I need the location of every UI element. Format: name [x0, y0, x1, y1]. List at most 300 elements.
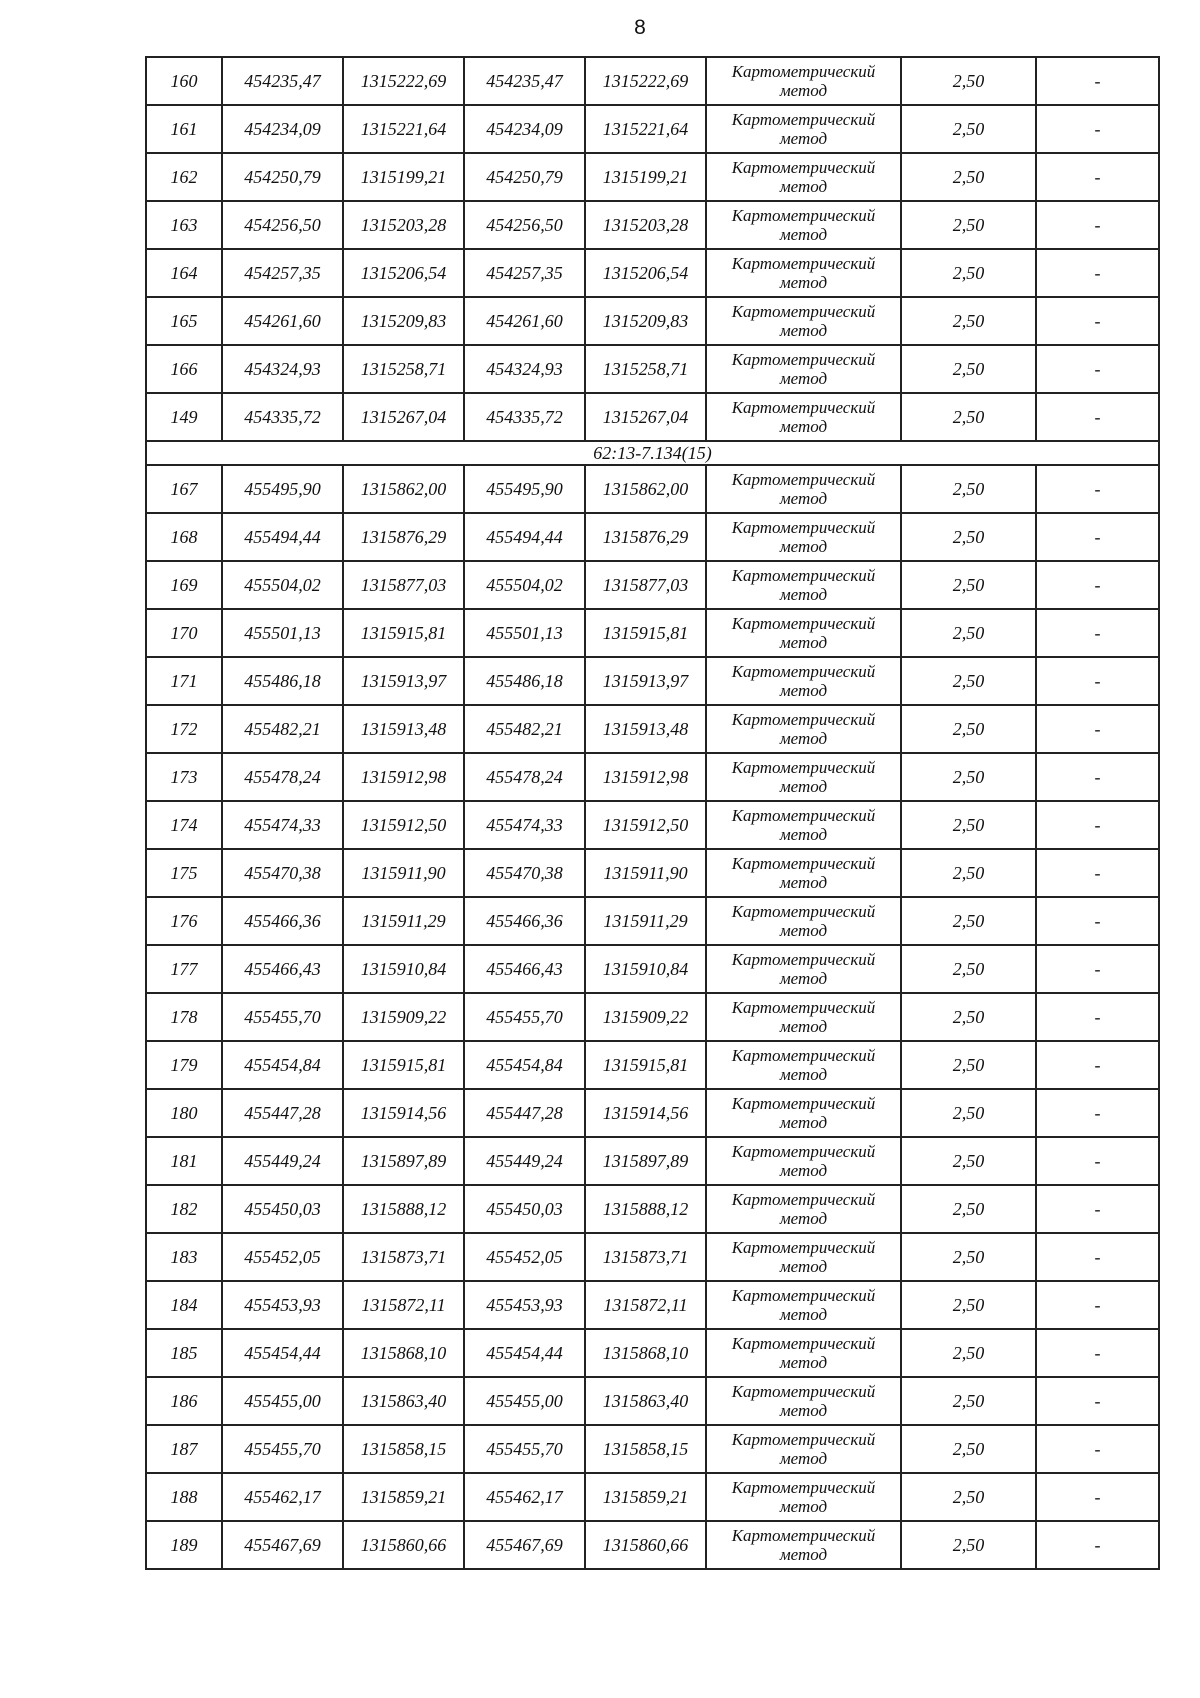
- refined-y-cell: 1315914,56: [585, 1089, 706, 1137]
- point-number-cell: 168: [146, 513, 222, 561]
- method-cell: [706, 1137, 901, 1185]
- existing-y-cell: 1315258,71: [343, 345, 464, 393]
- note-cell: -: [1036, 1281, 1159, 1329]
- refined-x-cell: 454261,60: [464, 297, 585, 345]
- table-row: [146, 297, 1159, 345]
- refined-x-cell: 455455,70: [464, 993, 585, 1041]
- existing-y-cell: 1315913,48: [343, 705, 464, 753]
- existing-x-cell: 455455,70: [222, 1425, 343, 1473]
- note-cell: -: [1036, 1137, 1159, 1185]
- method-line-2: метод: [779, 1161, 828, 1180]
- existing-x-cell: 455478,24: [222, 753, 343, 801]
- method-cell: [706, 897, 901, 945]
- point-number-cell: 170: [146, 609, 222, 657]
- point-number-cell: 183: [146, 1233, 222, 1281]
- existing-y-cell: 1315267,04: [343, 393, 464, 441]
- point-number-cell: 173: [146, 753, 222, 801]
- existing-x-cell: 455454,84: [222, 1041, 343, 1089]
- note-cell: -: [1036, 609, 1159, 657]
- existing-y-cell: 1315858,15: [343, 1425, 464, 1473]
- refined-x-cell: 455447,28: [464, 1089, 585, 1137]
- accuracy-cell: 2,50: [901, 945, 1036, 993]
- method-line-1: Картометрический: [731, 614, 876, 633]
- refined-y-cell: 1315910,84: [585, 945, 706, 993]
- method-line-1: Картометрический: [731, 1286, 876, 1305]
- table-body: [146, 57, 1159, 1569]
- method-line-2: метод: [779, 537, 828, 556]
- refined-x-cell: 455449,24: [464, 1137, 585, 1185]
- method-line-1: Картометрический: [731, 350, 876, 369]
- existing-x-cell: 455455,70: [222, 993, 343, 1041]
- method-cell: [706, 801, 901, 849]
- existing-x-cell: 455494,44: [222, 513, 343, 561]
- accuracy-cell: 2,50: [901, 297, 1036, 345]
- existing-x-cell: 455455,00: [222, 1377, 343, 1425]
- method-line-1: Картометрический: [731, 1190, 876, 1209]
- existing-x-cell: 455453,93: [222, 1281, 343, 1329]
- coordinates-table: [145, 56, 1160, 1570]
- method-line-1: Картометрический: [731, 1334, 876, 1353]
- refined-x-cell: 455504,02: [464, 561, 585, 609]
- refined-y-cell: 1315206,54: [585, 249, 706, 297]
- method-line-2: метод: [779, 225, 828, 244]
- note-cell: -: [1036, 201, 1159, 249]
- refined-x-cell: 455462,17: [464, 1473, 585, 1521]
- method-cell: [706, 1329, 901, 1377]
- existing-y-cell: 1315914,56: [343, 1089, 464, 1137]
- point-number-cell: 166: [146, 345, 222, 393]
- method-line-1: Картометрический: [731, 1238, 876, 1257]
- method-cell: [706, 945, 901, 993]
- method-line-2: метод: [779, 585, 828, 604]
- refined-x-cell: 455466,36: [464, 897, 585, 945]
- refined-y-cell: 1315199,21: [585, 153, 706, 201]
- method-line-2: метод: [779, 729, 828, 748]
- note-cell: -: [1036, 105, 1159, 153]
- accuracy-cell: 2,50: [901, 201, 1036, 249]
- table-row: [146, 561, 1159, 609]
- table-row: [146, 1425, 1159, 1473]
- method-line-2: метод: [779, 873, 828, 892]
- note-cell: -: [1036, 1473, 1159, 1521]
- accuracy-cell: 2,50: [901, 993, 1036, 1041]
- existing-y-cell: 1315206,54: [343, 249, 464, 297]
- point-number-cell: 177: [146, 945, 222, 993]
- refined-y-cell: 1315913,48: [585, 705, 706, 753]
- method-line-2: метод: [779, 1113, 828, 1132]
- method-cell: [706, 1377, 901, 1425]
- refined-x-cell: 455486,18: [464, 657, 585, 705]
- note-cell: -: [1036, 153, 1159, 201]
- note-cell: -: [1036, 465, 1159, 513]
- accuracy-cell: 2,50: [901, 1137, 1036, 1185]
- table-row: [146, 1185, 1159, 1233]
- table-row: [146, 57, 1159, 105]
- method-line-2: метод: [779, 1353, 828, 1372]
- table-row: [146, 393, 1159, 441]
- existing-x-cell: 455501,13: [222, 609, 343, 657]
- refined-x-cell: 455501,13: [464, 609, 585, 657]
- point-number-cell: 178: [146, 993, 222, 1041]
- note-cell: -: [1036, 249, 1159, 297]
- note-cell: -: [1036, 897, 1159, 945]
- existing-x-cell: 455467,69: [222, 1521, 343, 1569]
- method-cell: [706, 249, 901, 297]
- method-line-2: метод: [779, 1257, 828, 1276]
- accuracy-cell: 2,50: [901, 105, 1036, 153]
- method-line-1: Картометрический: [731, 302, 876, 321]
- method-line-1: Картометрический: [731, 1382, 876, 1401]
- accuracy-cell: 2,50: [901, 1233, 1036, 1281]
- table-row: [146, 513, 1159, 561]
- existing-y-cell: 1315915,81: [343, 1041, 464, 1089]
- method-line-2: метод: [779, 177, 828, 196]
- table-row: [146, 849, 1159, 897]
- method-line-1: Картометрический: [731, 710, 876, 729]
- table-row: [146, 609, 1159, 657]
- refined-y-cell: 1315915,81: [585, 609, 706, 657]
- existing-x-cell: 454335,72: [222, 393, 343, 441]
- method-cell: [706, 1425, 901, 1473]
- point-number-cell: 186: [146, 1377, 222, 1425]
- existing-y-cell: 1315863,40: [343, 1377, 464, 1425]
- method-cell: [706, 657, 901, 705]
- table-row: [146, 345, 1159, 393]
- point-number-cell: 172: [146, 705, 222, 753]
- accuracy-cell: 2,50: [901, 465, 1036, 513]
- refined-y-cell: 1315221,64: [585, 105, 706, 153]
- existing-y-cell: 1315859,21: [343, 1473, 464, 1521]
- accuracy-cell: 2,50: [901, 1473, 1036, 1521]
- table-row: [146, 1089, 1159, 1137]
- note-cell: -: [1036, 1377, 1159, 1425]
- method-cell: [706, 153, 901, 201]
- refined-x-cell: 455455,70: [464, 1425, 585, 1473]
- method-line-2: метод: [779, 633, 828, 652]
- refined-x-cell: 455474,33: [464, 801, 585, 849]
- refined-y-cell: 1315873,71: [585, 1233, 706, 1281]
- accuracy-cell: 2,50: [901, 897, 1036, 945]
- table-row: [146, 201, 1159, 249]
- existing-x-cell: 455450,03: [222, 1185, 343, 1233]
- table-row: [146, 465, 1159, 513]
- existing-x-cell: 455474,33: [222, 801, 343, 849]
- refined-x-cell: 455454,84: [464, 1041, 585, 1089]
- accuracy-cell: 2,50: [901, 561, 1036, 609]
- refined-x-cell: 455452,05: [464, 1233, 585, 1281]
- method-line-1: Картометрический: [731, 806, 876, 825]
- method-line-2: метод: [779, 489, 828, 508]
- method-line-1: Картометрический: [731, 950, 876, 969]
- method-line-1: Картометрический: [731, 206, 876, 225]
- existing-x-cell: 455486,18: [222, 657, 343, 705]
- accuracy-cell: 2,50: [901, 345, 1036, 393]
- existing-x-cell: 454257,35: [222, 249, 343, 297]
- existing-y-cell: 1315199,21: [343, 153, 464, 201]
- refined-x-cell: 454235,47: [464, 57, 585, 105]
- accuracy-cell: 2,50: [901, 1425, 1036, 1473]
- refined-x-cell: 454234,09: [464, 105, 585, 153]
- refined-x-cell: 454250,79: [464, 153, 585, 201]
- point-number-cell: 169: [146, 561, 222, 609]
- point-number-cell: 165: [146, 297, 222, 345]
- accuracy-cell: 2,50: [901, 249, 1036, 297]
- method-line-2: метод: [779, 825, 828, 844]
- existing-y-cell: 1315913,97: [343, 657, 464, 705]
- refined-y-cell: 1315909,22: [585, 993, 706, 1041]
- table-row: [146, 1041, 1159, 1089]
- existing-y-cell: 1315911,29: [343, 897, 464, 945]
- accuracy-cell: 2,50: [901, 513, 1036, 561]
- note-cell: -: [1036, 345, 1159, 393]
- refined-x-cell: 454335,72: [464, 393, 585, 441]
- refined-x-cell: 455455,00: [464, 1377, 585, 1425]
- existing-y-cell: 1315868,10: [343, 1329, 464, 1377]
- existing-y-cell: 1315222,69: [343, 57, 464, 105]
- existing-x-cell: 455454,44: [222, 1329, 343, 1377]
- table-row: [146, 105, 1159, 153]
- method-line-2: метод: [779, 1401, 828, 1420]
- method-line-1: Картометрический: [731, 1430, 876, 1449]
- method-cell: [706, 297, 901, 345]
- point-number-cell: 187: [146, 1425, 222, 1473]
- method-cell: [706, 1041, 901, 1089]
- note-cell: -: [1036, 849, 1159, 897]
- existing-x-cell: 455452,05: [222, 1233, 343, 1281]
- existing-x-cell: 454324,93: [222, 345, 343, 393]
- table-row: [146, 705, 1159, 753]
- refined-y-cell: 1315888,12: [585, 1185, 706, 1233]
- existing-x-cell: 455504,02: [222, 561, 343, 609]
- table-row: [146, 657, 1159, 705]
- accuracy-cell: 2,50: [901, 1041, 1036, 1089]
- method-line-2: метод: [779, 129, 828, 148]
- existing-y-cell: 1315862,00: [343, 465, 464, 513]
- table-row: [146, 1233, 1159, 1281]
- refined-y-cell: 1315258,71: [585, 345, 706, 393]
- refined-x-cell: 455454,44: [464, 1329, 585, 1377]
- method-cell: [706, 849, 901, 897]
- point-number-cell: 167: [146, 465, 222, 513]
- method-line-1: Картометрический: [731, 470, 876, 489]
- table-row: [146, 1329, 1159, 1377]
- accuracy-cell: 2,50: [901, 657, 1036, 705]
- method-line-1: Картометрический: [731, 1094, 876, 1113]
- accuracy-cell: 2,50: [901, 1281, 1036, 1329]
- note-cell: -: [1036, 1185, 1159, 1233]
- note-cell: -: [1036, 993, 1159, 1041]
- accuracy-cell: 2,50: [901, 609, 1036, 657]
- accuracy-cell: 2,50: [901, 1377, 1036, 1425]
- method-cell: [706, 1521, 901, 1569]
- method-line-1: Картометрический: [731, 518, 876, 537]
- note-cell: -: [1036, 561, 1159, 609]
- refined-y-cell: 1315267,04: [585, 393, 706, 441]
- method-cell: [706, 705, 901, 753]
- method-line-1: Картометрический: [731, 62, 876, 81]
- point-number-cell: 185: [146, 1329, 222, 1377]
- method-line-1: Картометрический: [731, 1526, 876, 1545]
- table-row: [146, 1377, 1159, 1425]
- table-row: [146, 249, 1159, 297]
- refined-y-cell: 1315911,29: [585, 897, 706, 945]
- refined-y-cell: 1315911,90: [585, 849, 706, 897]
- refined-x-cell: 455453,93: [464, 1281, 585, 1329]
- method-cell: [706, 609, 901, 657]
- existing-y-cell: 1315860,66: [343, 1521, 464, 1569]
- accuracy-cell: 2,50: [901, 1521, 1036, 1569]
- existing-y-cell: 1315911,90: [343, 849, 464, 897]
- refined-y-cell: 1315222,69: [585, 57, 706, 105]
- table-row: [146, 153, 1159, 201]
- note-cell: -: [1036, 1521, 1159, 1569]
- note-cell: -: [1036, 57, 1159, 105]
- note-cell: -: [1036, 657, 1159, 705]
- refined-x-cell: 455494,44: [464, 513, 585, 561]
- existing-x-cell: 454235,47: [222, 57, 343, 105]
- method-line-2: метод: [779, 1497, 828, 1516]
- refined-y-cell: 1315209,83: [585, 297, 706, 345]
- existing-x-cell: 455447,28: [222, 1089, 343, 1137]
- method-cell: [706, 1473, 901, 1521]
- method-line-1: Картометрический: [731, 854, 876, 873]
- existing-x-cell: 455495,90: [222, 465, 343, 513]
- existing-x-cell: 455462,17: [222, 1473, 343, 1521]
- section-title: 62:13-7.134(15): [146, 441, 1159, 465]
- method-cell: [706, 753, 901, 801]
- point-number-cell: 175: [146, 849, 222, 897]
- table-row: [146, 1137, 1159, 1185]
- method-line-2: метод: [779, 1545, 828, 1564]
- refined-y-cell: 1315877,03: [585, 561, 706, 609]
- method-cell: [706, 1185, 901, 1233]
- accuracy-cell: 2,50: [901, 1089, 1036, 1137]
- accuracy-cell: 2,50: [901, 801, 1036, 849]
- method-line-1: Картометрический: [731, 566, 876, 585]
- refined-y-cell: 1315862,00: [585, 465, 706, 513]
- table-row: [146, 1281, 1159, 1329]
- method-line-1: Картометрический: [731, 1478, 876, 1497]
- refined-y-cell: 1315860,66: [585, 1521, 706, 1569]
- point-number-cell: 164: [146, 249, 222, 297]
- method-line-1: Картометрический: [731, 758, 876, 777]
- method-cell: [706, 513, 901, 561]
- method-line-1: Картометрический: [731, 398, 876, 417]
- existing-y-cell: 1315876,29: [343, 513, 464, 561]
- existing-x-cell: 454256,50: [222, 201, 343, 249]
- point-number-cell: 162: [146, 153, 222, 201]
- note-cell: -: [1036, 945, 1159, 993]
- point-number-cell: 161: [146, 105, 222, 153]
- existing-x-cell: 455449,24: [222, 1137, 343, 1185]
- accuracy-cell: 2,50: [901, 1185, 1036, 1233]
- point-number-cell: 181: [146, 1137, 222, 1185]
- point-number-cell: 176: [146, 897, 222, 945]
- existing-x-cell: 454261,60: [222, 297, 343, 345]
- method-line-2: метод: [779, 81, 828, 100]
- refined-y-cell: 1315913,97: [585, 657, 706, 705]
- method-line-1: Картометрический: [731, 254, 876, 273]
- method-line-2: метод: [779, 273, 828, 292]
- method-line-2: метод: [779, 1209, 828, 1228]
- table-row: [146, 945, 1159, 993]
- method-line-2: метод: [779, 1305, 828, 1324]
- method-line-1: Картометрический: [731, 1142, 876, 1161]
- existing-x-cell: 454234,09: [222, 105, 343, 153]
- method-line-2: метод: [779, 969, 828, 988]
- existing-y-cell: 1315209,83: [343, 297, 464, 345]
- refined-x-cell: 455495,90: [464, 465, 585, 513]
- note-cell: -: [1036, 1233, 1159, 1281]
- accuracy-cell: 2,50: [901, 1329, 1036, 1377]
- existing-y-cell: 1315912,98: [343, 753, 464, 801]
- existing-y-cell: 1315873,71: [343, 1233, 464, 1281]
- existing-x-cell: 455466,43: [222, 945, 343, 993]
- existing-y-cell: 1315915,81: [343, 609, 464, 657]
- method-line-1: Картометрический: [731, 158, 876, 177]
- table-row: [146, 993, 1159, 1041]
- refined-y-cell: 1315203,28: [585, 201, 706, 249]
- method-line-1: Картометрический: [731, 1046, 876, 1065]
- method-line-1: Картометрический: [731, 662, 876, 681]
- refined-x-cell: 455470,38: [464, 849, 585, 897]
- note-cell: -: [1036, 1041, 1159, 1089]
- existing-y-cell: 1315897,89: [343, 1137, 464, 1185]
- refined-y-cell: 1315876,29: [585, 513, 706, 561]
- table-row: [146, 801, 1159, 849]
- method-line-2: метод: [779, 777, 828, 796]
- point-number-cell: 149: [146, 393, 222, 441]
- refined-y-cell: 1315863,40: [585, 1377, 706, 1425]
- table-row: [146, 897, 1159, 945]
- accuracy-cell: 2,50: [901, 57, 1036, 105]
- point-number-cell: 180: [146, 1089, 222, 1137]
- point-number-cell: 182: [146, 1185, 222, 1233]
- method-line-2: метод: [779, 1017, 828, 1036]
- refined-y-cell: 1315872,11: [585, 1281, 706, 1329]
- note-cell: -: [1036, 753, 1159, 801]
- accuracy-cell: 2,50: [901, 153, 1036, 201]
- existing-x-cell: 455466,36: [222, 897, 343, 945]
- note-cell: -: [1036, 1425, 1159, 1473]
- note-cell: -: [1036, 393, 1159, 441]
- method-cell: [706, 993, 901, 1041]
- method-cell: [706, 57, 901, 105]
- method-cell: [706, 1233, 901, 1281]
- note-cell: -: [1036, 297, 1159, 345]
- existing-x-cell: 455470,38: [222, 849, 343, 897]
- refined-x-cell: 455450,03: [464, 1185, 585, 1233]
- refined-x-cell: 455482,21: [464, 705, 585, 753]
- method-line-2: метод: [779, 417, 828, 436]
- method-cell: [706, 201, 901, 249]
- point-number-cell: 171: [146, 657, 222, 705]
- existing-y-cell: 1315912,50: [343, 801, 464, 849]
- method-line-1: Картометрический: [731, 998, 876, 1017]
- point-number-cell: 189: [146, 1521, 222, 1569]
- table-row: [146, 1473, 1159, 1521]
- point-number-cell: 188: [146, 1473, 222, 1521]
- existing-x-cell: 454250,79: [222, 153, 343, 201]
- point-number-cell: 184: [146, 1281, 222, 1329]
- method-line-2: метод: [779, 369, 828, 388]
- accuracy-cell: 2,50: [901, 393, 1036, 441]
- existing-y-cell: 1315888,12: [343, 1185, 464, 1233]
- existing-y-cell: 1315910,84: [343, 945, 464, 993]
- point-number-cell: 163: [146, 201, 222, 249]
- refined-y-cell: 1315897,89: [585, 1137, 706, 1185]
- method-line-2: метод: [779, 681, 828, 700]
